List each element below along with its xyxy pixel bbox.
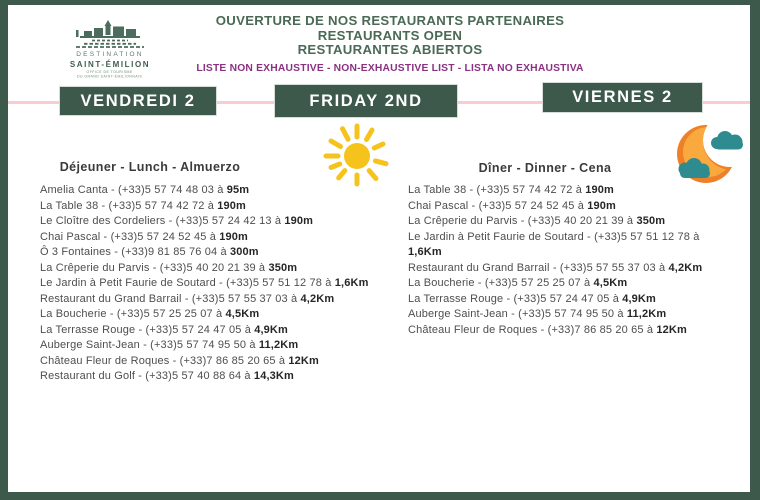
title-spanish: RESTAURANTES ABIERTOS bbox=[297, 42, 483, 58]
restaurant-list-item: La Table 38 - (+33)5 57 74 42 72 à 190m bbox=[40, 199, 246, 212]
lunch-heading: Déjeuner - Lunch - Almuerzo bbox=[59, 160, 241, 174]
restaurant-list-item: Auberge Saint-Jean - (+33)5 57 74 95 50 à 11,2Km bbox=[408, 308, 667, 320]
distance-value: 12Km bbox=[656, 323, 687, 336]
restaurant-list-item: Château Fleur de Roques - (+33)7 86 85 20 65 à 12Km bbox=[408, 323, 687, 336]
distance-value: 11,2Km bbox=[258, 339, 299, 351]
restaurant-list-item: Chai Pascal - (+33)5 57 24 52 45 à 190m bbox=[408, 199, 616, 212]
distance-value: 300m bbox=[229, 246, 259, 258]
restaurant-list-item: Le Jardin à Petit Faurie de Soutard - (+33)5 57 51 12 78 à 1,6Km bbox=[40, 277, 369, 289]
logo-saint-emilion-text: SAINT-ÉMILION bbox=[69, 60, 151, 69]
moon-icon bbox=[672, 114, 752, 190]
restaurant-list-item: Amelia Canta - (+33)5 57 74 48 03 à 95m bbox=[40, 184, 250, 196]
distance-value: 190m bbox=[284, 215, 314, 227]
distance-value: 350m bbox=[268, 261, 298, 274]
title-french: OUVERTURE DE NOS RESTAURANTS PARTENAIRES bbox=[215, 13, 565, 28]
title-english: RESTAURANTS OPEN bbox=[317, 27, 463, 43]
distance-value: 190m bbox=[587, 199, 616, 212]
distance-value: 14,3Km bbox=[253, 370, 294, 382]
distance-value: 190m bbox=[219, 230, 248, 243]
distance-value: 1,6Km bbox=[408, 246, 442, 258]
distance-value: 190m bbox=[217, 199, 246, 212]
distance-value: 4,5Km bbox=[225, 308, 260, 320]
distance-value: 95m bbox=[226, 184, 250, 196]
restaurant-list-item: Restaurant du Golf - (+33)5 57 40 88 64 à 14,3Km bbox=[40, 370, 294, 382]
restaurant-list-item: La Table 38 - (+33)5 57 74 42 72 à 190m bbox=[408, 184, 614, 196]
distance-value: 4,9Km bbox=[622, 292, 656, 305]
day-banner-viernes: VIERNES 2 bbox=[542, 82, 703, 113]
restaurant-list-item: Le Cloître des Cordeliers - (+33)5 57 24 42 13 à 190m bbox=[40, 215, 314, 227]
header-titles bbox=[180, 14, 600, 74]
restaurant-list-item: La Boucherie - (+33)5 57 25 25 07 à 4,5Km bbox=[408, 277, 628, 289]
restaurant-list-item: Auberge Saint-Jean - (+33)5 57 74 95 50 à 11,2Km bbox=[40, 339, 299, 351]
restaurant-list-item: Le Jardin à Petit Faurie de Soutard - (+33)5 57 51 12 78 à 1,6Km bbox=[408, 230, 700, 258]
restaurant-list-item: La Crêperie du Parvis - (+33)5 40 20 21 39 à 350m bbox=[40, 261, 298, 274]
restaurant-list-item: La Crêperie du Parvis - (+33)5 40 20 21 39 à 350m bbox=[408, 215, 666, 227]
logo-office-text: OFFICE DE TOURISME DU GRAND SAINT-ÉMILIONNAIS bbox=[77, 70, 143, 79]
non-exhaustive-note: LISTE NON EXHAUSTIVE - NON-EXHAUSTIVE LIST - LISTA NO EXHAUSTIVA bbox=[196, 62, 584, 74]
restaurant-list-item: Château Fleur de Roques - (+33)7 86 85 20 65 à 12Km bbox=[40, 354, 319, 367]
day-banner-vendredi: VENDREDI 2 bbox=[59, 86, 217, 116]
dinner-restaurant-list bbox=[408, 183, 748, 338]
restaurant-list-item: Restaurant du Grand Barrail - (+33)5 57 55 37 03 à 4,2Km bbox=[40, 292, 335, 305]
distance-value: 4,9Km bbox=[254, 323, 288, 336]
restaurant-list-item: La Terrasse Rouge - (+33)5 57 24 47 05 à 4,9Km bbox=[40, 323, 288, 336]
destination-saint-emilion-logo bbox=[55, 20, 165, 86]
distance-value: 12Km bbox=[288, 354, 319, 367]
dinner-heading: Dîner - Dinner - Cena bbox=[478, 161, 612, 175]
distance-value: 11,2Km bbox=[626, 308, 667, 320]
logo-destination-text: DESTINATION bbox=[76, 51, 144, 58]
distance-value: 350m bbox=[636, 215, 666, 227]
distance-value: 4,2Km bbox=[668, 261, 703, 274]
restaurant-list-item: La Boucherie - (+33)5 57 25 25 07 à 4,5Km bbox=[40, 308, 260, 320]
restaurant-list-item: Restaurant du Grand Barrail - (+33)5 57 55 37 03 à 4,2Km bbox=[408, 261, 703, 274]
day-banner-friday: FRIDAY 2ND bbox=[274, 84, 458, 118]
distance-value: 4,2Km bbox=[300, 292, 335, 305]
restaurant-list-item: Chai Pascal - (+33)5 57 24 52 45 à 190m bbox=[40, 230, 248, 243]
village-skyline-icon bbox=[68, 20, 152, 48]
distance-value: 1,6Km bbox=[334, 277, 369, 289]
restaurant-list-item: Ô 3 Fontaines - (+33)9 81 85 76 04 à 300m bbox=[40, 246, 259, 258]
distance-value: 190m bbox=[585, 184, 614, 196]
distance-value: 4,5Km bbox=[593, 277, 628, 289]
lunch-restaurant-list bbox=[40, 183, 424, 385]
restaurant-list-item: La Terrasse Rouge - (+33)5 57 24 47 05 à 4,9Km bbox=[408, 292, 656, 305]
